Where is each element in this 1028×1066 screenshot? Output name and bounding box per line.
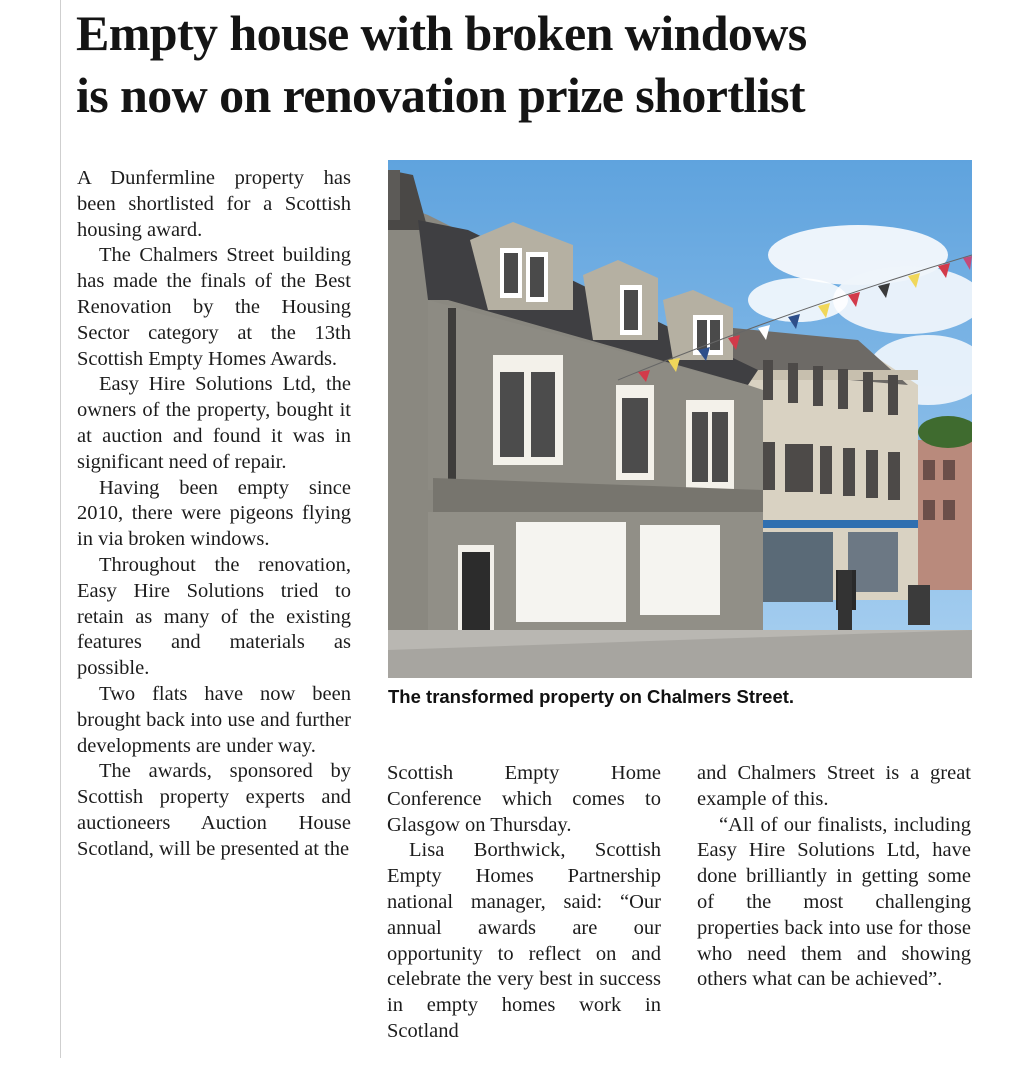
body-paragraph: Scottish Empty Home Conference which comes to Glasgow on Thursday. [387,762,661,836]
body-paragraph: Throughout the renovation, Easy Hire Solutions tried to retain as many of the existing features and materials as possible. [77,553,351,680]
article-photo [388,160,972,678]
article-column-2 [387,761,661,1045]
column-rule [60,0,61,1058]
article-column-1 [77,166,351,863]
photo-caption: The transformed property on Chalmers Street. [388,686,795,707]
body-paragraph: Two flats have now been brought back into use and further developments are under way. [77,682,351,757]
body-paragraph: The Chalmers Street building has made the finals of the Best Renovation by the Housing Sector category at the 13th Scottish Empty Homes Awards. [77,244,351,370]
building-illustration [388,160,972,678]
body-paragraph: “All of our finalists, including Easy Hire Solutions Ltd, have done brilliantly in getting some of the most challenging properties back into use for those who need them and showing others what can be achieved”. [697,813,971,991]
body-paragraph: A Dunfermline property has been shortlisted for a Scottish housing award. [77,167,351,241]
headline-line-2: is now on renovation prize shortlist [76,67,805,123]
headline [76,2,996,126]
body-paragraph: Easy Hire Solutions Ltd, the owners of the property, bought it at auction and found it was in significant need of repair. [77,373,351,473]
body-paragraph: and Chalmers Street is a great example of this. [697,762,971,810]
body-paragraph: Lisa Borthwick, Scottish Empty Homes Partnership national manager, said: “Our annual awards are our opportunity to reflect on and celebrate the very best in success in empty homes work in Scotland [387,839,661,1042]
article-column-3 [697,761,971,993]
body-paragraph: Having been empty since 2010, there were pigeons flying in via broken windows. [77,476,351,551]
body-paragraph: The awards, sponsored by Scottish property experts and auctioneers Auction House Scotland, will be presented at the [77,760,351,860]
headline-line-1: Empty house with broken windows [76,5,807,61]
